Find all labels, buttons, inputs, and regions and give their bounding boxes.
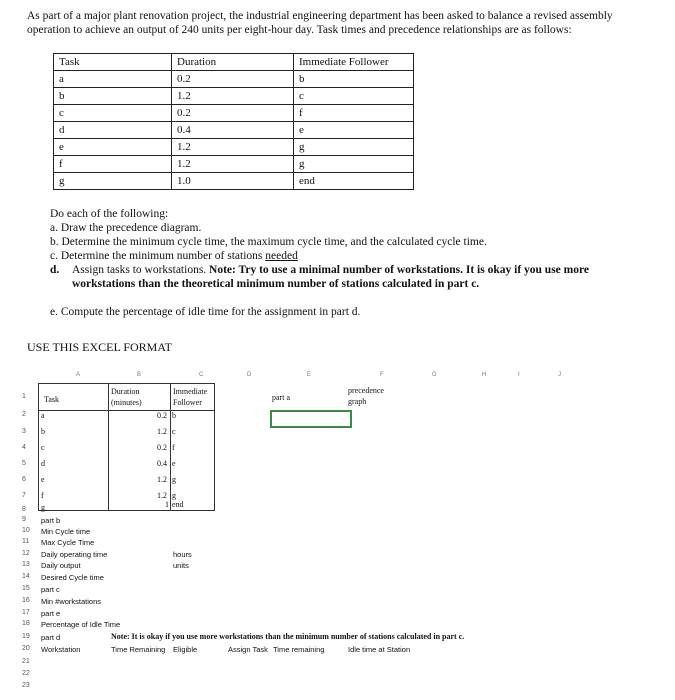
question-c	[50, 249, 298, 263]
row-number: 10	[22, 527, 30, 534]
sheet-precedence-2: graph	[348, 397, 367, 406]
question-d	[50, 263, 59, 277]
column-header: H	[482, 372, 487, 378]
question-d-text: Assign tasks to workstations.	[72, 264, 207, 276]
task-cell: g	[54, 173, 172, 190]
sheet-header-duration-1: Duration	[111, 387, 140, 396]
label-part-e: part e	[41, 609, 61, 618]
column-header: A	[76, 372, 81, 378]
sheet-border	[38, 383, 39, 511]
duration-cell: 1.0	[172, 173, 294, 190]
sheet-follower-cell: b	[172, 411, 176, 420]
sheet-duration-cell: 1.2	[157, 491, 167, 500]
row-number: 14	[22, 573, 30, 580]
duration-cell: 0.4	[172, 122, 294, 139]
follower-cell: b	[294, 71, 414, 88]
sheet-border	[170, 383, 171, 511]
sheet-follower-cell: end	[172, 500, 184, 509]
label-assign-task: Assign Task	[228, 645, 268, 654]
label-idle-station: Idle time at Station	[348, 645, 411, 654]
task-cell: b	[54, 88, 172, 105]
sheet-duration-cell: 0.4	[157, 459, 167, 468]
duration-cell: 1.2	[172, 88, 294, 105]
task-cell: c	[54, 105, 172, 122]
column-header: B	[137, 372, 142, 378]
row-number: 22	[22, 670, 30, 677]
task-cell: d	[54, 122, 172, 139]
task-cell: e	[54, 139, 172, 156]
sheet-header-task: Task	[44, 395, 59, 404]
sheet-task-cell: e	[41, 475, 45, 484]
row-number: 13	[22, 561, 30, 568]
sheet-duration-cell: 1.2	[157, 475, 167, 484]
row-number: 2	[22, 411, 26, 418]
row-number: 5	[22, 460, 26, 467]
question-c-text: c. Determine the minimum number of stations	[50, 250, 266, 262]
column-header: E	[307, 372, 312, 378]
sheet-task-cell: b	[41, 427, 45, 436]
label-part-d: part d	[41, 633, 61, 642]
follower-cell: c	[294, 88, 414, 105]
column-header: C	[199, 372, 204, 378]
column-header: F	[380, 372, 384, 378]
follower-cell: e	[294, 122, 414, 139]
row-number: 7	[22, 492, 26, 499]
row-number: 6	[22, 476, 26, 483]
sheet-task-cell: f	[41, 491, 44, 500]
sheet-header-follower-2: Follower	[173, 398, 202, 407]
label-part-b: part b	[41, 516, 61, 525]
row-number: 11	[22, 538, 30, 545]
question-c-link[interactable]: needed	[265, 250, 298, 262]
label-time-remaining: Time Remaining	[111, 645, 166, 654]
sheet-part-a: part a	[272, 393, 290, 402]
sheet-header-follower-1: Immediate	[173, 387, 208, 396]
sheet-border	[38, 510, 214, 511]
question-d-note-line	[72, 277, 479, 291]
row-number: 17	[22, 609, 30, 616]
column-header: I	[518, 372, 520, 378]
table-row	[54, 88, 414, 105]
excel-heading: USE THIS EXCEL FORMAT	[27, 340, 173, 354]
sheet-follower-cell: c	[172, 427, 176, 436]
column-header: J	[558, 372, 561, 378]
table-row	[54, 139, 414, 156]
question-b: b. Determine the minimum cycle time, the maximum cycle time, and the calculated cycle time.	[50, 236, 487, 248]
column-header: G	[432, 372, 437, 378]
task-cell: a	[54, 71, 172, 88]
question-d-note-1: Note: Try to use a minimal number of workstations. It is okay if you use more	[209, 264, 589, 276]
table-row	[54, 122, 414, 139]
sheet-task-cell: d	[41, 459, 45, 468]
row-number: 19	[22, 633, 30, 640]
row-number: 15	[22, 585, 30, 592]
label-part-c: part c	[41, 585, 60, 594]
row-number: 21	[22, 658, 30, 665]
table-row	[54, 71, 414, 88]
follower-cell: g	[294, 156, 414, 173]
sheet-task-cell: g	[41, 503, 45, 512]
duration-cell: 1.2	[172, 156, 294, 173]
task-table-header	[54, 54, 414, 71]
label-desired-cycle: Desired Cycle time	[41, 573, 104, 582]
label-min-cycle: Min Cycle time	[41, 527, 91, 536]
sheet-duration-cell: 1	[165, 500, 169, 509]
row-number: 1	[22, 393, 26, 400]
row-number: 3	[22, 428, 26, 435]
sheet-duration-cell: 0.2	[157, 411, 167, 420]
column-header: D	[247, 372, 252, 378]
duration-cell: 0.2	[172, 71, 294, 88]
sheet-follower-cell: g	[172, 491, 176, 500]
row-number: 16	[22, 597, 30, 604]
sheet-header-duration-2: (minutes)	[111, 398, 142, 407]
label-daily-operating: Daily operating time	[41, 550, 108, 559]
table-row	[54, 105, 414, 122]
row-number: 12	[22, 550, 30, 557]
label-workstation: Workstation	[41, 645, 81, 654]
sheet-follower-cell: f	[172, 443, 175, 452]
follower-cell: g	[294, 139, 414, 156]
label-daily-output: Daily output	[41, 561, 81, 570]
question-d-letter: d.	[50, 264, 60, 276]
label-note: Note: It is okay if you use more workstations than the minimum number of stations calculated in part c.	[111, 632, 465, 641]
follower-cell: f	[294, 105, 414, 122]
row-number: 4	[22, 444, 26, 451]
questions-lead: Do each of the following:	[50, 208, 169, 220]
sheet-follower-cell: g	[172, 475, 176, 484]
sheet-task-cell: c	[41, 443, 45, 452]
header-duration: Duration	[172, 54, 294, 71]
label-idle-percentage: Percentage of Idle Time	[41, 620, 121, 629]
sheet-precedence-1: precedence	[348, 386, 384, 395]
table-row	[54, 173, 414, 190]
task-cell: f	[54, 156, 172, 173]
row-number: 18	[22, 620, 30, 627]
header-task: Task	[54, 54, 172, 71]
row-number: 9	[22, 516, 26, 523]
label-eligible: Eligible	[173, 645, 198, 654]
question-d-body	[72, 263, 662, 277]
sheet-follower-cell: e	[172, 459, 176, 468]
intro-paragraph: As part of a major plant renovation project, the industrial engineering department has been asked to balance a revised assembly operation to achieve an output of 240 units per eight-hour day. Task times and precedence relationships are as follows:	[27, 10, 613, 36]
label-hours: hours	[173, 550, 192, 559]
label-time-remaining-2: Time remaining	[273, 645, 325, 654]
follower-cell: end	[294, 173, 414, 190]
label-max-cycle: Max Cycle Time	[41, 538, 95, 547]
label-units: units	[173, 561, 189, 570]
duration-cell: 1.2	[172, 139, 294, 156]
label-min-workstations: Min #workstations	[41, 597, 102, 606]
sheet-border	[38, 410, 214, 411]
duration-cell: 0.2	[172, 105, 294, 122]
row-number: 23	[22, 682, 30, 689]
table-row	[54, 156, 414, 173]
selected-cell[interactable]	[270, 410, 352, 428]
sheet-duration-cell: 0.2	[157, 443, 167, 452]
header-follower: Immediate Follower	[294, 54, 414, 71]
sheet-border	[214, 383, 215, 511]
row-number: 8	[22, 506, 26, 513]
sheet-task-cell: a	[41, 411, 45, 420]
sheet-border	[108, 383, 109, 511]
row-number: 20	[22, 645, 30, 652]
sheet-duration-cell: 1.2	[157, 427, 167, 436]
question-e: e. Compute the percentage of idle time for the assignment in part d.	[50, 306, 361, 318]
question-a: a. Draw the precedence diagram.	[50, 222, 202, 234]
sheet-border	[38, 383, 214, 384]
task-table	[53, 53, 414, 190]
question-d-note-2: workstations than the theoretical minimum number of stations calculated in part c.	[72, 278, 480, 290]
